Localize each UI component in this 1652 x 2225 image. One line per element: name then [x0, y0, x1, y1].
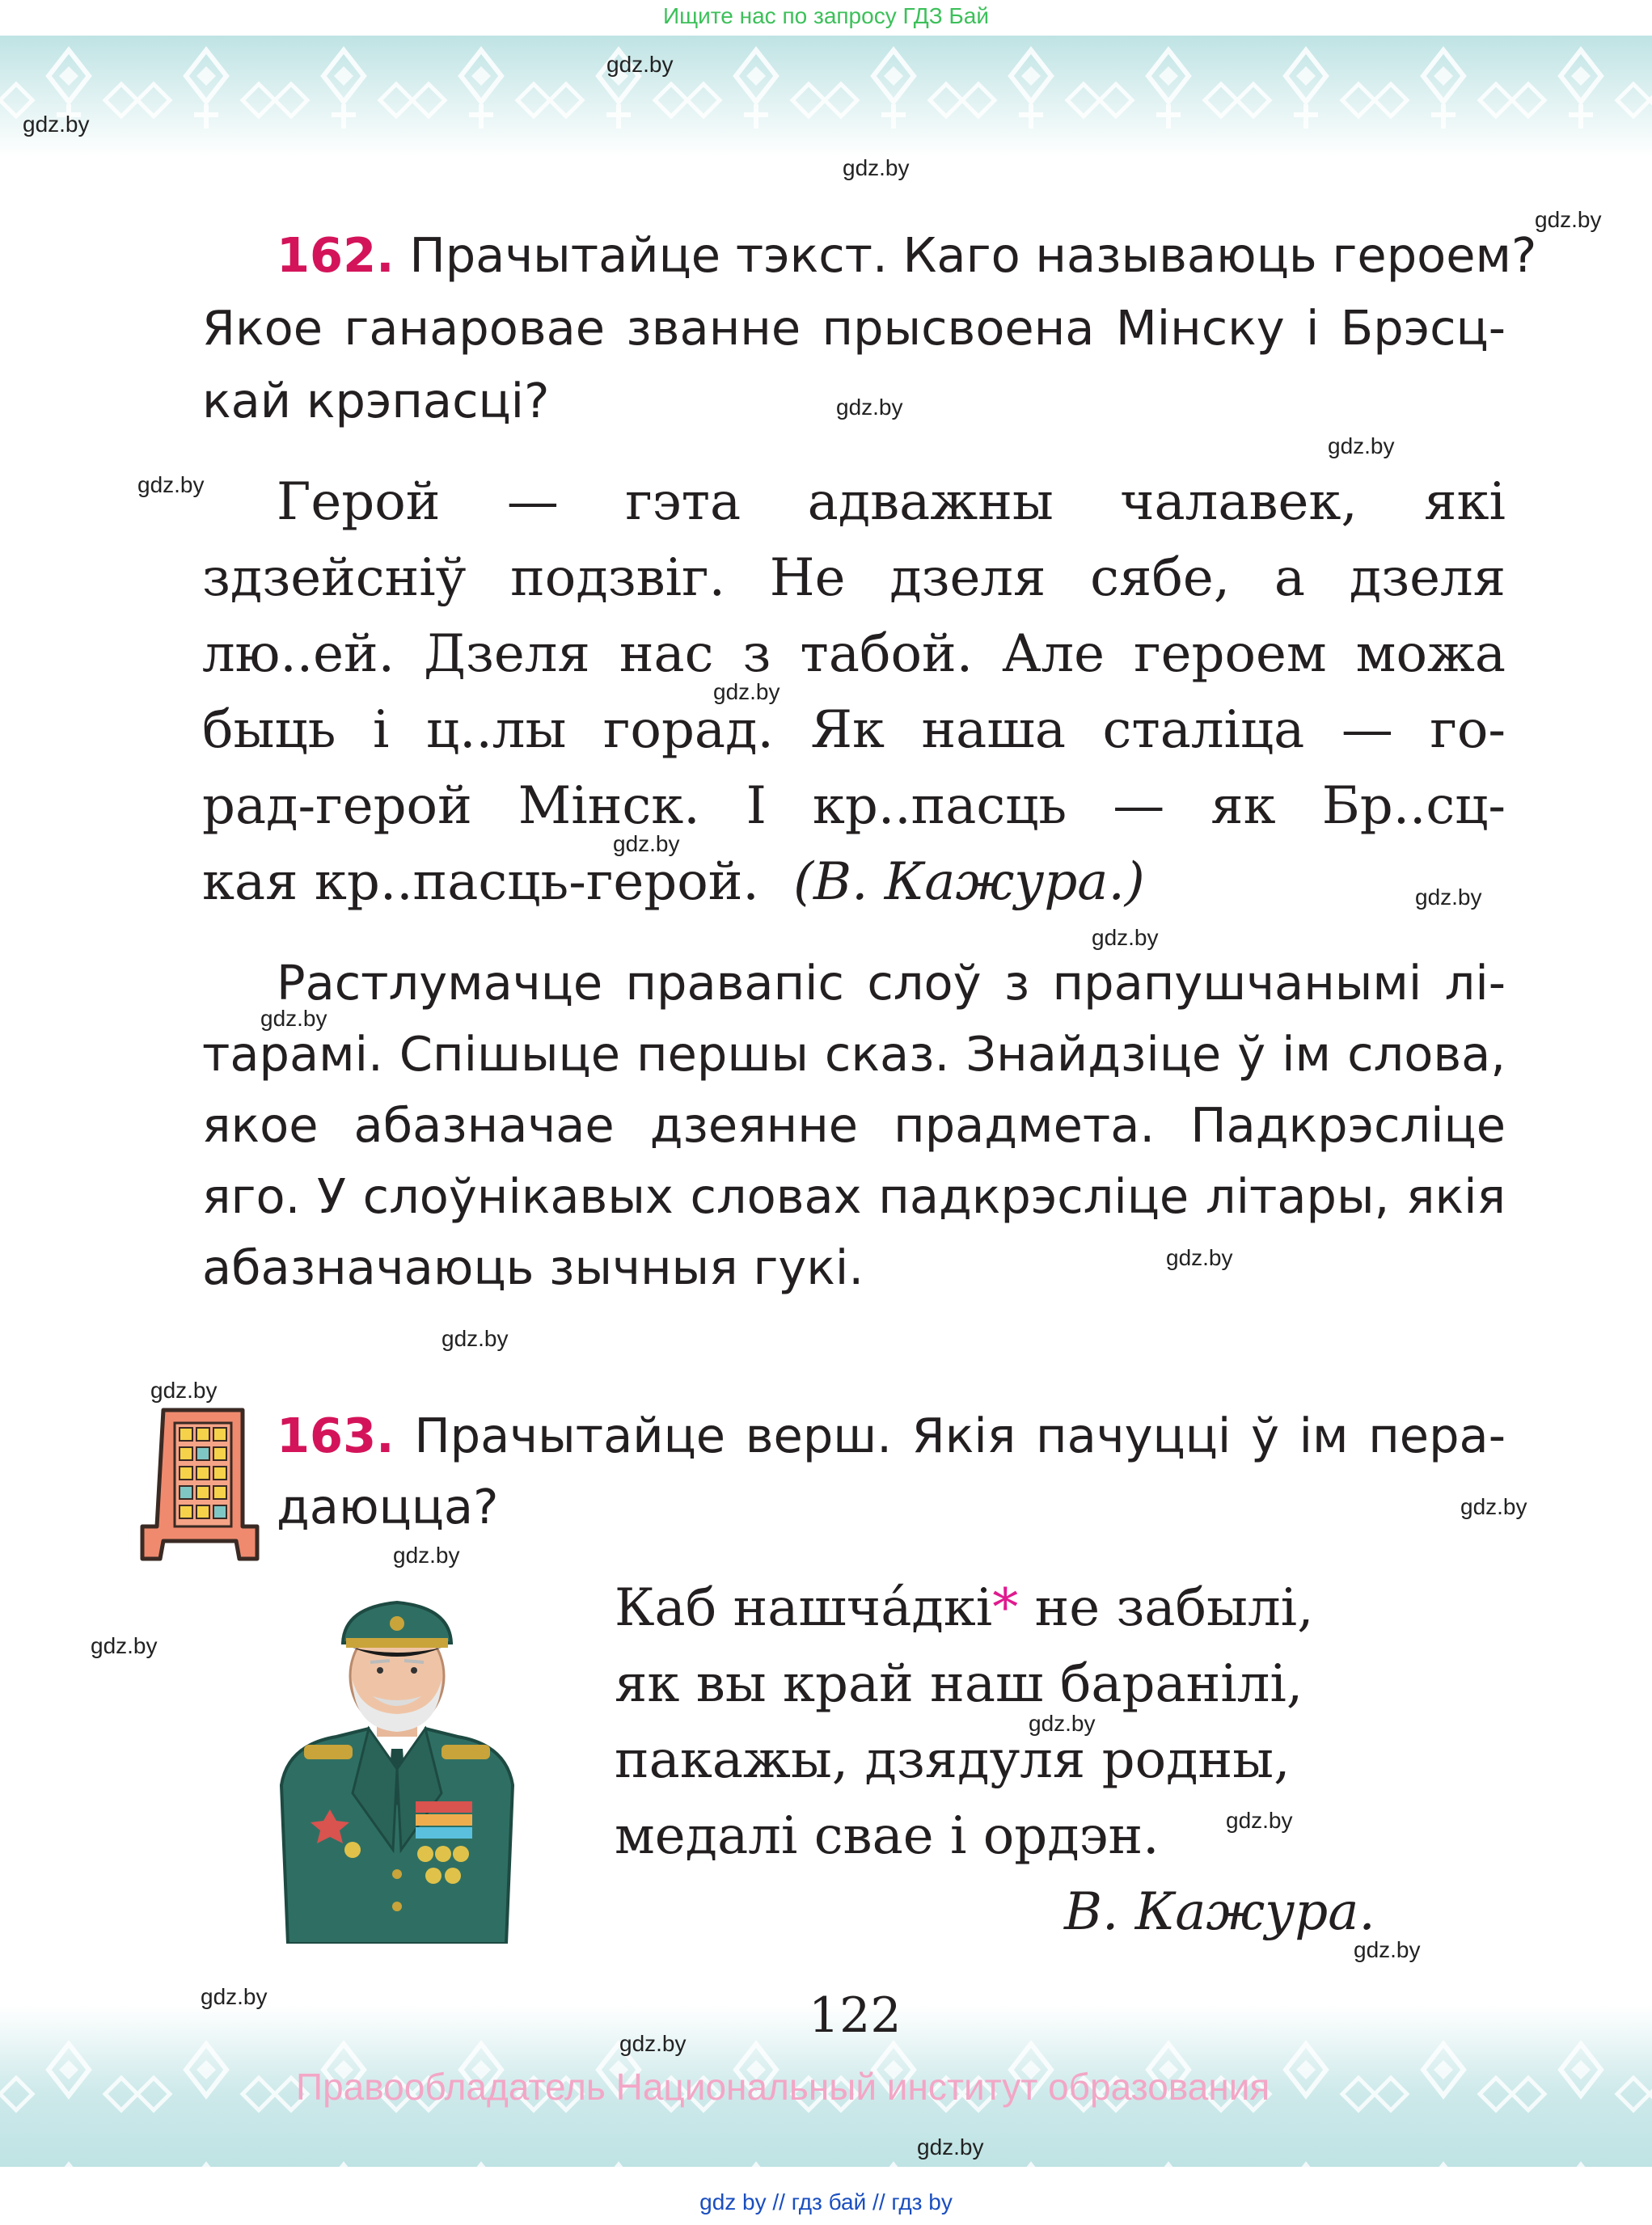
watermark[interactable]: gdz.by — [613, 831, 680, 856]
watermark[interactable]: gdz.by — [1535, 207, 1602, 232]
watermark[interactable]: gdz.by — [1328, 433, 1395, 458]
ex162-text-line-6 — [202, 844, 1145, 920]
watermark[interactable]: gdz.by — [137, 472, 205, 497]
letter-d-building-icon — [139, 1405, 260, 1562]
copyright-notice: Правообладатель Национальный институт образования — [296, 2066, 1270, 2108]
ex162-text-line-3: лю..ей. Дзеля нас з табой. Але героем можа — [202, 624, 1506, 684]
watermark[interactable]: gdz.by — [1460, 1494, 1527, 1519]
ex162-author: (В. Кажура.) — [793, 852, 1145, 912]
poem-line-2: як вы край наш баранілі, — [615, 1654, 1303, 1714]
ex162-task-line-1 — [277, 220, 1537, 291]
top-banner[interactable]: Ищите нас по запросу ГДЗ Бай — [662, 3, 990, 28]
ex162-task-text: Прачытайце тэкст. Каго называюць героем? — [409, 227, 1537, 283]
poem-line-4: медалі свае і ордэн. — [615, 1806, 1160, 1866]
ex162-text-line-4: быць і ц..лы горад. Як наша сталіца — го- — [202, 700, 1506, 760]
poem-line-1 — [615, 1570, 1313, 1646]
watermark[interactable]: gdz.by — [91, 1633, 158, 1658]
watermark[interactable]: gdz.by — [917, 2134, 984, 2160]
watermark[interactable]: gdz.by — [713, 679, 780, 704]
ex162-instruction-line-2: тарамі. Спішыце першы сказ. Знайдзіце ў ім слова, — [202, 1026, 1506, 1082]
footnote-asterisk[interactable]: * — [992, 1578, 1019, 1638]
ex162-text-last: кая кр..пасць-герой. — [202, 852, 759, 912]
ex162-instruction-line-1: Растлумачце правапіс слоў з прапушчанымі лі- — [277, 955, 1506, 1011]
ex162-number: 162. — [277, 227, 395, 283]
watermark[interactable]: gdz.by — [836, 395, 903, 420]
watermark[interactable]: gdz.by — [393, 1543, 460, 1568]
watermark[interactable]: gdz.by — [260, 1006, 327, 1031]
poem-line-1-start: Каб нашча́дкі — [615, 1578, 993, 1638]
watermark[interactable]: gdz.by — [1226, 1808, 1293, 1833]
ex163-task-line-1 — [277, 1400, 1506, 1471]
ex162-instruction-line-5: абазначаюць зычныя гукі. — [202, 1239, 864, 1295]
watermark[interactable]: gdz.by — [23, 112, 90, 137]
watermark[interactable]: gdz.by — [150, 1378, 218, 1403]
poem-line-3: пакажы, дзядуля родны, — [615, 1730, 1291, 1790]
ex163-number: 163. — [277, 1408, 395, 1463]
watermark[interactable]: gdz.by — [1166, 1245, 1233, 1270]
watermark[interactable]: gdz.by — [619, 2031, 687, 2056]
watermark[interactable]: gdz.by — [201, 1984, 268, 2009]
watermark[interactable]: gdz.by — [1354, 1937, 1421, 1962]
watermark[interactable]: gdz.by — [1415, 885, 1482, 910]
veteran-illustration — [272, 1583, 522, 1944]
watermark[interactable]: gdz.by — [442, 1326, 509, 1351]
poem-line-1-end: не забылі, — [1018, 1578, 1314, 1638]
ex162-task-line-3: кай крэпасці? — [202, 373, 550, 429]
watermark[interactable]: gdz.by — [843, 155, 910, 180]
ex162-text-line-2: здзейсніў подзвіг. Не дзеля сябе, а дзеля — [202, 548, 1506, 608]
top-ornament-band — [0, 36, 1652, 157]
ex163-task-line-2: даюцца? — [277, 1479, 499, 1535]
ex162-text-line-5: рад-герой Мінск. І кр..пасць — як Бр..сц- — [202, 776, 1506, 836]
ex163-task-text: Прачытайце верш. Якія пачуцці ў ім пера- — [414, 1408, 1506, 1463]
ex162-instruction-line-3: якое абазначае дзеянне прадмета. Падкрэсліце — [202, 1097, 1506, 1153]
page-number: 122 — [809, 1987, 902, 2044]
ex162-task-line-2: Якое ганаровае званне прысвоена Мінску і Брэсц- — [202, 300, 1506, 356]
watermark[interactable]: gdz.by — [1029, 1711, 1096, 1736]
watermark[interactable]: gdz.by — [1092, 925, 1159, 950]
ex162-text-line-1: Герой — гэта адважны чалавек, які — [277, 472, 1506, 532]
footer-links[interactable]: gdz by // гдз бай // гдз by — [699, 2189, 953, 2214]
watermark[interactable]: gdz.by — [606, 52, 674, 77]
ex162-instruction-line-4: яго. У слоўнікавых словах падкрэсліце літары, якія — [202, 1168, 1506, 1224]
poem-author: В. Кажура. — [1064, 1882, 1375, 1942]
